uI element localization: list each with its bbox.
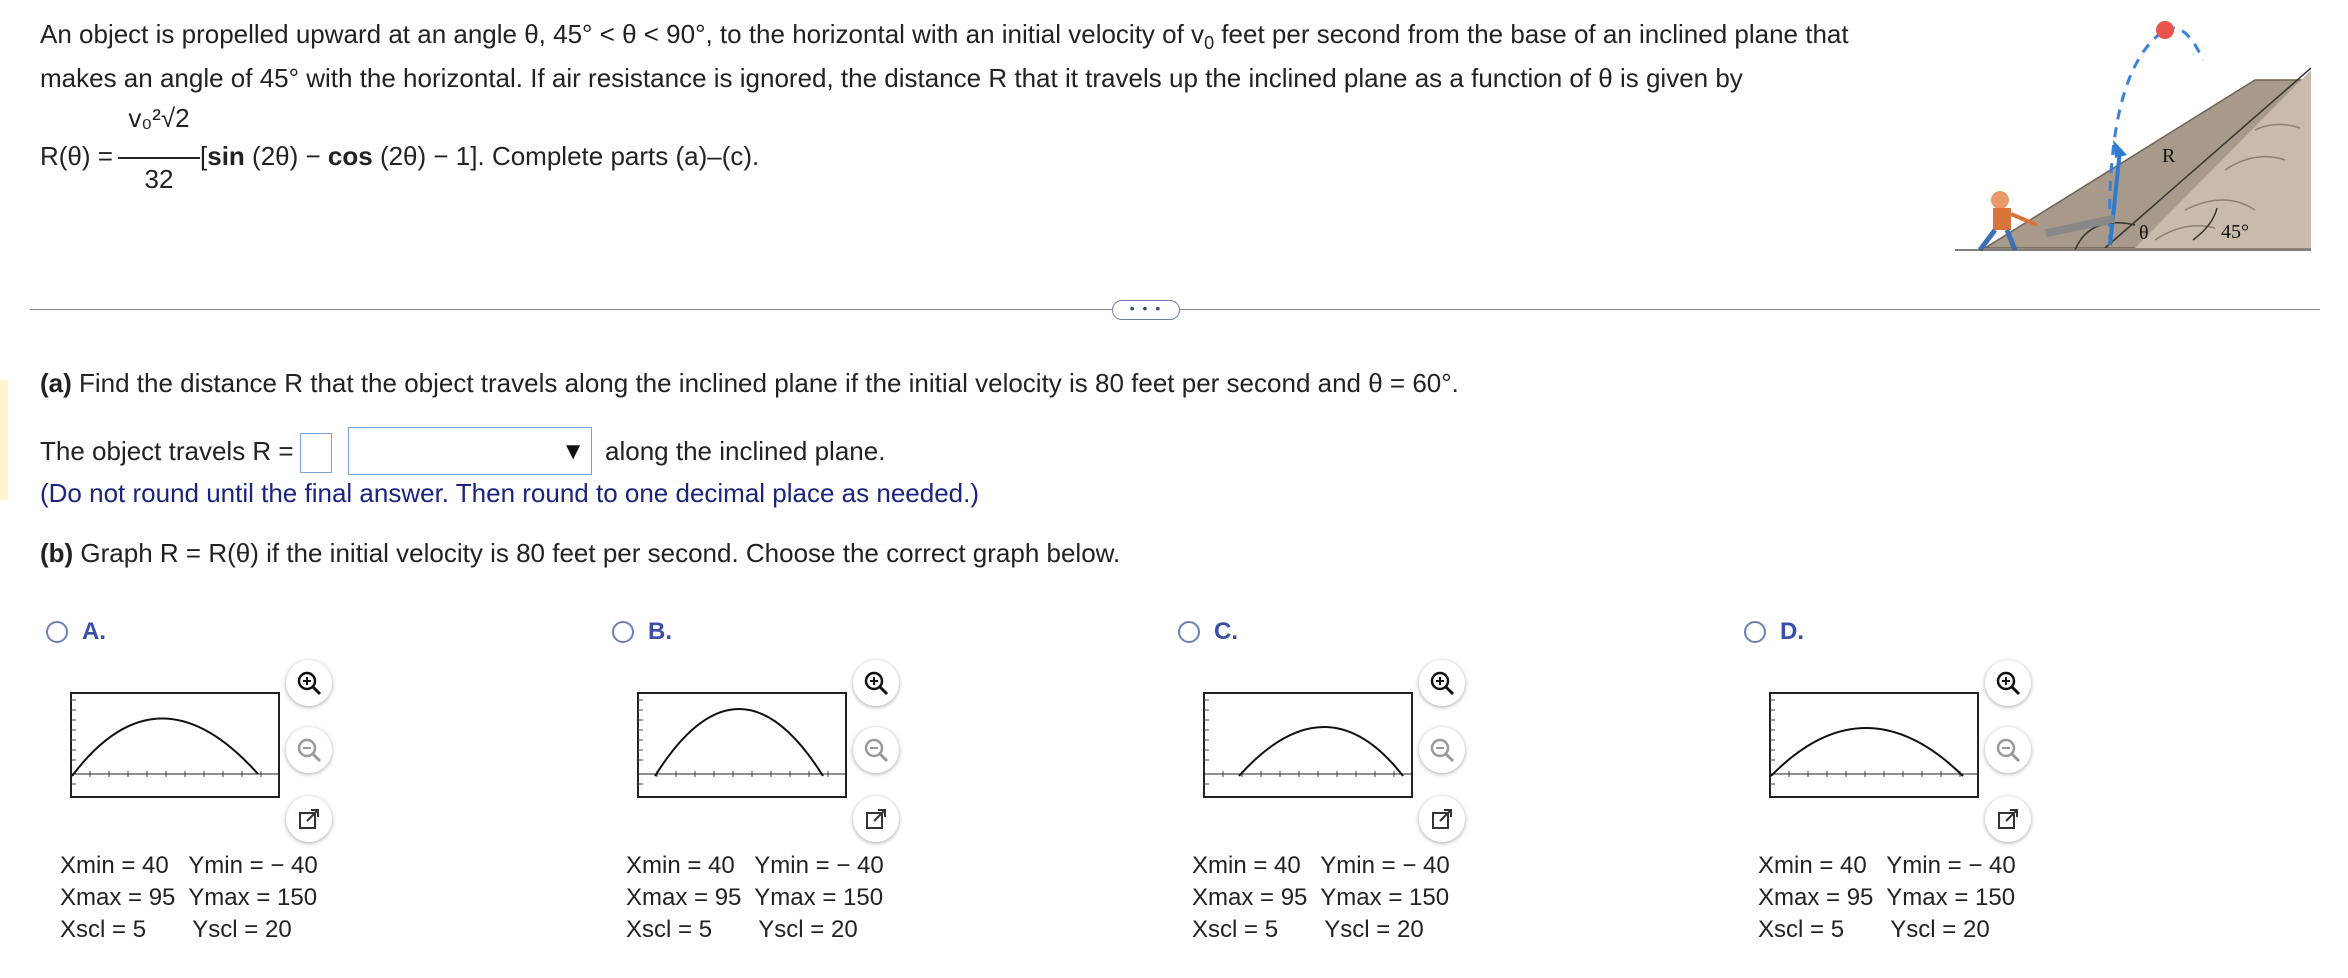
dropdown-triangle-icon: ▼ <box>561 438 585 465</box>
zoom-in-icon <box>295 669 323 697</box>
intro-text-end: feet per second from the base of an inclined plane that <box>1214 19 1849 49</box>
part-b-label: (b) <box>40 538 74 568</box>
settings-line: Xmin = 40 Ymin = − 40 <box>1192 852 1450 879</box>
option-c-zoom-out-button[interactable] <box>1419 727 1465 773</box>
settings-line: Xmax = 95 Ymax = 150 <box>1758 884 2016 911</box>
formula-numerator: v₀²√2 <box>128 103 190 133</box>
figure-label-theta: θ <box>2139 222 2149 244</box>
answer-suffix: along the inclined plane. <box>605 436 886 466</box>
external-link-icon <box>862 805 890 833</box>
option-c-zoom-in-button[interactable] <box>1419 660 1465 706</box>
external-link-icon <box>1428 805 1456 833</box>
intro-text: An object is propelled upward at an angle θ, 45° < θ < 90°, to the horizontal with an initial velocity of v <box>40 19 1205 49</box>
option-a-radio[interactable] <box>46 621 68 643</box>
option-b-window-settings <box>626 850 884 946</box>
option-d-zoom-in-button[interactable] <box>1985 660 2031 706</box>
zoom-out-icon <box>295 736 323 764</box>
formula-lhs: R(θ) = <box>40 141 113 171</box>
v-subscript: 0 <box>1204 33 1215 54</box>
option-a-label[interactable]: A. <box>82 618 106 645</box>
option-b-radio[interactable] <box>612 621 634 643</box>
figure-label-angle: 45° <box>2221 221 2249 243</box>
figure-label-r: R <box>2162 145 2176 167</box>
fraction-bar <box>118 157 200 159</box>
show-more-button[interactable]: • • • <box>1112 300 1180 320</box>
option-c-graph <box>1203 692 1413 798</box>
settings-line: Xmax = 95 Ymax = 150 <box>626 884 884 911</box>
option-a-window-settings <box>60 850 318 946</box>
distance-answer-input[interactable] <box>300 433 332 473</box>
unit-dropdown[interactable] <box>348 427 592 475</box>
rounding-hint: (Do not round until the final answer. Then round to one decimal place as needed.) <box>40 478 980 508</box>
settings-line: Xmin = 40 Ymin = − 40 <box>1758 852 2016 879</box>
option-c-label[interactable]: C. <box>1214 618 1238 645</box>
bracket-open: [ <box>200 141 208 171</box>
settings-line: Xscl = 5 Yscl = 20 <box>1758 916 1990 943</box>
part-a-label: (a) <box>40 368 72 398</box>
part-a-text: Find the distance R that the object travels along the inclined plane if the initial velocity is 80 feet per second and θ = 60°. <box>71 368 1459 398</box>
sin-arg: (2θ) − <box>244 141 328 171</box>
cos-arg: (2θ) − 1]. Complete parts (a)–(c). <box>372 141 760 171</box>
option-d-label[interactable]: D. <box>1780 618 1804 645</box>
option-b-label[interactable]: B. <box>648 618 672 645</box>
settings-line: Xscl = 5 Yscl = 20 <box>60 916 292 943</box>
option-b-graph <box>637 692 847 798</box>
settings-line: Xmin = 40 Ymin = − 40 <box>626 852 884 879</box>
option-c-window-settings <box>1192 850 1450 946</box>
settings-line: Xmax = 95 Ymax = 150 <box>1192 884 1450 911</box>
option-d-graph <box>1769 692 1979 798</box>
zoom-in-icon <box>862 669 890 697</box>
option-a-graph <box>70 692 280 798</box>
external-link-icon <box>1994 805 2022 833</box>
settings-line: Xmin = 40 Ymin = − 40 <box>60 852 318 879</box>
settings-line: Xmax = 95 Ymax = 150 <box>60 884 318 911</box>
zoom-in-icon <box>1994 669 2022 697</box>
formula-denominator: 32 <box>144 164 174 194</box>
option-a-open-button[interactable] <box>286 796 332 842</box>
part-b-text: Graph R = R(θ) if the initial velocity is 80 feet per second. Choose the correct graph below. <box>73 538 1121 568</box>
option-d-open-button[interactable] <box>1985 796 2031 842</box>
zoom-out-icon <box>1428 736 1456 764</box>
formula-rhs <box>200 134 759 178</box>
formula-fraction <box>118 95 200 194</box>
option-c-radio[interactable] <box>1178 621 1200 643</box>
answer-prefix: The object travels R = <box>40 436 294 466</box>
external-link-icon <box>295 805 323 833</box>
left-highlight-bar <box>0 380 8 500</box>
settings-line: Xscl = 5 Yscl = 20 <box>626 916 858 943</box>
option-d-zoom-out-button[interactable] <box>1985 727 2031 773</box>
option-b-zoom-in-button[interactable] <box>853 660 899 706</box>
sin-func: sin <box>207 141 245 171</box>
cos-func: cos <box>327 141 373 171</box>
option-d-window-settings <box>1758 850 2016 946</box>
part-a-question <box>40 361 1459 405</box>
zoom-in-icon <box>1428 669 1456 697</box>
option-b-zoom-out-button[interactable] <box>853 727 899 773</box>
zoom-out-icon <box>1994 736 2022 764</box>
settings-line: Xscl = 5 Yscl = 20 <box>1192 916 1424 943</box>
option-c-open-button[interactable] <box>1419 796 1465 842</box>
option-b-open-button[interactable] <box>853 796 899 842</box>
zoom-out-icon <box>862 736 890 764</box>
part-b-question <box>40 531 1120 575</box>
problem-intro-line2: makes an angle of 45° with the horizontal. If air resistance is ignored, the distance R that it travels up the inclined plane as a function of θ is given by <box>40 63 1743 93</box>
option-d-radio[interactable] <box>1744 621 1766 643</box>
option-a-zoom-out-button[interactable] <box>286 727 332 773</box>
option-a-zoom-in-button[interactable] <box>286 660 332 706</box>
inclined-plane-figure <box>1955 10 2311 256</box>
